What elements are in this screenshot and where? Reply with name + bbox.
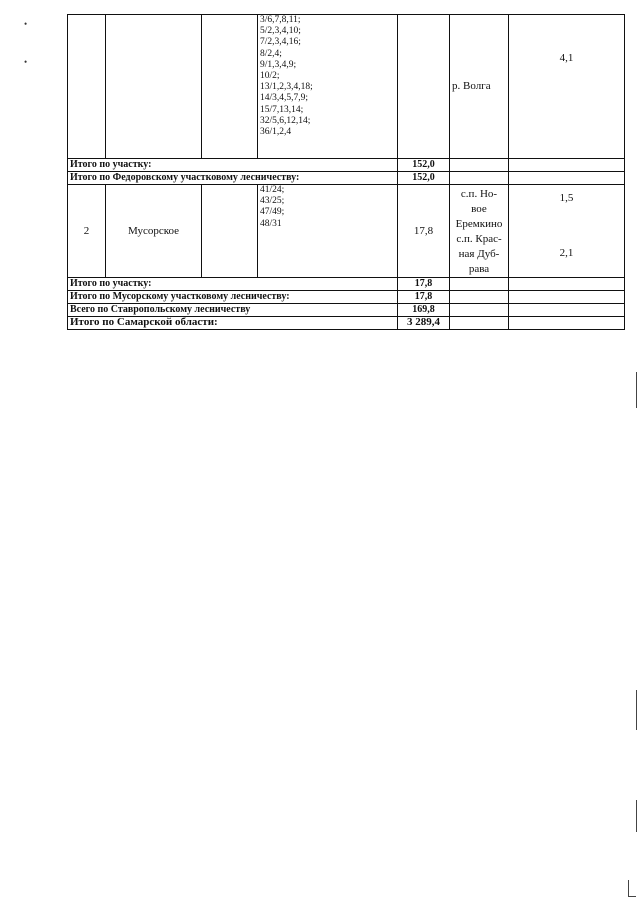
row-empty-cell (202, 185, 258, 278)
forestry-total-value: 152,0 (398, 172, 450, 185)
region-total-row (68, 317, 625, 330)
settlement-line: с.п. Но- (460, 188, 498, 200)
distance-value: 2,1 (559, 247, 574, 259)
forestry-total-row (68, 172, 625, 185)
empty-cell (450, 278, 509, 291)
settlement-line: рава (468, 263, 490, 275)
area-cell: 17,8 (398, 185, 450, 278)
table-row (68, 15, 625, 159)
settlement-line: с.п. Крас- (456, 233, 502, 245)
row-name-cell: Мусорское (106, 185, 202, 278)
quarter-item: 3/6,7,8,11; (260, 15, 301, 25)
quarter-item: 32/5,6,12,14; (260, 115, 311, 126)
empty-cell (450, 304, 509, 317)
subtotal-row (68, 159, 625, 172)
settlement-line: вое (471, 203, 487, 215)
forest-area-table (67, 14, 625, 330)
forestry-total-row (68, 291, 625, 304)
row-number-cell (68, 15, 106, 159)
subtotal-value: 152,0 (398, 159, 450, 172)
empty-cell (509, 291, 625, 304)
forestry-total-value: 17,8 (398, 291, 450, 304)
row-name-cell (106, 15, 202, 159)
empty-cell (509, 159, 625, 172)
forestry-total-label: Итого по Мусорскому участковому лесничеству: (68, 291, 398, 304)
quarter-item: 7/2,3,4,16; (260, 37, 301, 48)
empty-cell (450, 172, 509, 185)
empty-cell (509, 317, 625, 330)
scan-corner-mark (628, 896, 636, 897)
quarter-item: 10/2; (260, 71, 280, 82)
empty-cell (509, 278, 625, 291)
scan-corner-mark-v (628, 880, 629, 896)
subtotal-label: Итого по участку: (68, 278, 398, 291)
distance-cell: 4,1 (509, 15, 625, 159)
quarter-item: 47/49; (260, 207, 285, 218)
area-cell (398, 15, 450, 159)
empty-cell (450, 159, 509, 172)
location-cell: р. Волга (450, 15, 509, 159)
stavropol-total-value: 169,8 (398, 304, 450, 317)
empty-cell (450, 291, 509, 304)
quarter-item: 36/1,2,4 (260, 127, 292, 138)
scan-dot-top: • (24, 19, 28, 29)
empty-cell (509, 304, 625, 317)
scan-line-right-3 (636, 800, 637, 832)
quarters-cell (258, 15, 398, 159)
subtotal-row (68, 278, 625, 291)
quarter-item: 9/1,3,4,9; (260, 59, 297, 70)
row-empty-cell (202, 15, 258, 159)
forestry-total-label: Итого по Федоровскому участковому лесничеству: (68, 172, 398, 185)
table-row (68, 185, 625, 278)
row-number-cell: 2 (68, 185, 106, 278)
quarter-item: 41/24; (260, 185, 285, 195)
region-total-label: Итого по Самарской области: (68, 317, 398, 330)
stavropol-total-row (68, 304, 625, 317)
settlement-line: Еремкино (455, 218, 503, 230)
scan-line-right-1 (636, 372, 637, 408)
empty-cell (509, 172, 625, 185)
quarter-item: 5/2,3,4,10; (260, 26, 301, 37)
settlements-cell (450, 185, 509, 278)
subtotal-label: Итого по участку: (68, 159, 398, 172)
quarters-cell (258, 185, 398, 278)
region-total-value: 3 289,4 (398, 317, 450, 330)
subtotal-value: 17,8 (398, 278, 450, 291)
quarter-item: 8/2,4; (260, 48, 282, 59)
quarter-item: 15/7,13,14; (260, 104, 304, 115)
quarter-item: 43/25; (260, 196, 285, 207)
quarter-item: 13/1,2,3,4,18; (260, 82, 313, 93)
stavropol-total-label: Всего по Ставропольскому лесничеству (68, 304, 398, 317)
scan-dot-second: • (24, 57, 28, 67)
settlement-line: ная Дуб- (458, 248, 500, 260)
distance-value: 1,5 (559, 192, 574, 204)
distance-cell (509, 185, 625, 278)
empty-cell (450, 317, 509, 330)
quarter-item: 14/3,4,5,7,9; (260, 93, 309, 104)
quarter-item: 48/31 (260, 218, 282, 229)
scan-line-right-2 (636, 690, 637, 730)
